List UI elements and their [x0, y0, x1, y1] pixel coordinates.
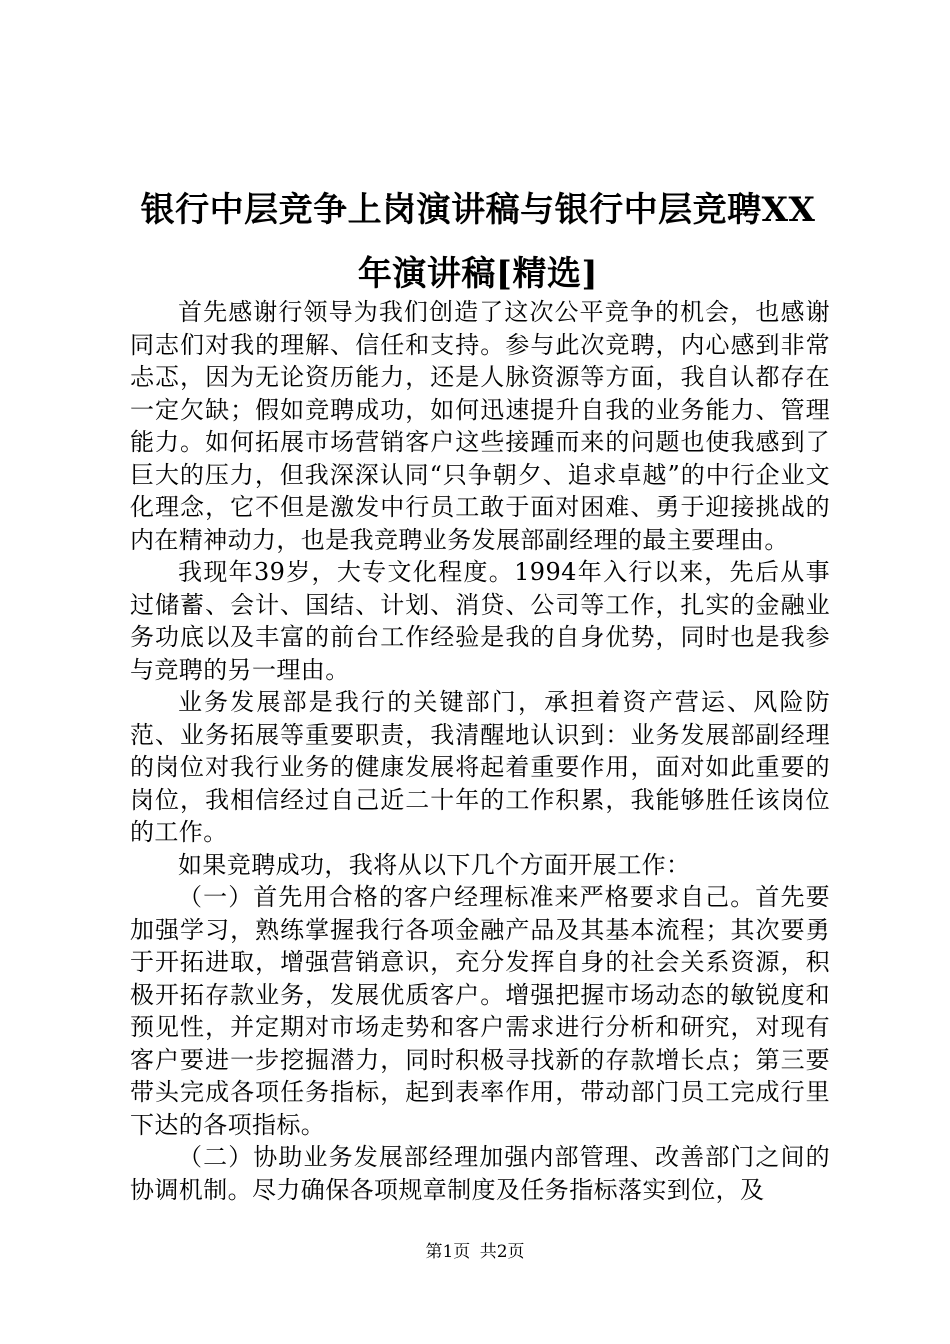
- paragraph-department: 业务发展部是我行的关键部门，承担着资产营运、风险防范、业务拓展等重要职责，我清醒地认识到：业务发展部副经理的岗位对我行业务的健康发展将起着重要作用，面对如此重要的岗位，我相信经过自己近二十年的工作积累，我能够胜任该岗位的工作。: [130, 688, 830, 846]
- paragraph-plan-intro: 如果竞聘成功，我将从以下几个方面开展工作：: [178, 850, 691, 879]
- page-footer: [0, 1240, 950, 1264]
- paragraph-plan-item-2: （二）协助业务发展部经理加强内部管理、改善部门之间的协调机制。尽力确保各项规章制度及任务指标落实到位，及: [130, 1143, 830, 1204]
- paragraph-plan-item-1: （一）首先用合格的客户经理标准来严格要求自己。首先要加强学习，熟练掌握我行各项金融产品及其基本流程；其次要勇于开拓进取，增强营销意识，充分发挥自身的社会关系资源，积极开拓存款业务，发展优质客户。增强把握市场动态的敏锐度和预见性，并定期对市场走势和客户需求进行分析和研究，对现有客户要进一步挖掘潜力，同时积极寻找新的存款增长点；第三要带头完成各项任务指标，起到表率作用，带动部门员工完成行里下达的各项指标。: [130, 883, 830, 1139]
- document-title: 银行中层竞争上岗演讲稿与银行中层竞聘XX年演讲稿[精选]: [140, 190, 816, 294]
- paragraph-intro: 首先感谢行领导为我们创造了这次公平竞争的机会，也感谢同志们对我的理解、信任和支持。参与此次竞聘，内心感到非常忐忑，因为无论资历能力，还是人脉资源等方面，我自认都存在一定欠缺；假如竞聘成功，如何迅速提升自我的业务能力、管理能力。如何拓展市场营销客户这些接踵而来的问题也使我感到了巨大的压力，但我深深认同“只争朝夕、追求卓越”的中行企业文化理念，它不但是激发中行员工敢于面对困难、勇于迎接挑战的内在精神动力，也是我竞聘业务发展部副经理的最主要理由。: [130, 298, 830, 554]
- paragraph-background: 我现年39岁，大专文化程度。1994年入行以来，先后从事过储蓄、会计、国结、计划、消贷、公司等工作，扎实的金融业务功底以及丰富的前台工作经验是我的自身优势，同时也是我参与竞聘的另一理由。: [130, 558, 830, 684]
- page-total: 共2页: [479, 1242, 525, 1262]
- document-body: [130, 296, 830, 1206]
- page-number: 第1页: [425, 1242, 471, 1262]
